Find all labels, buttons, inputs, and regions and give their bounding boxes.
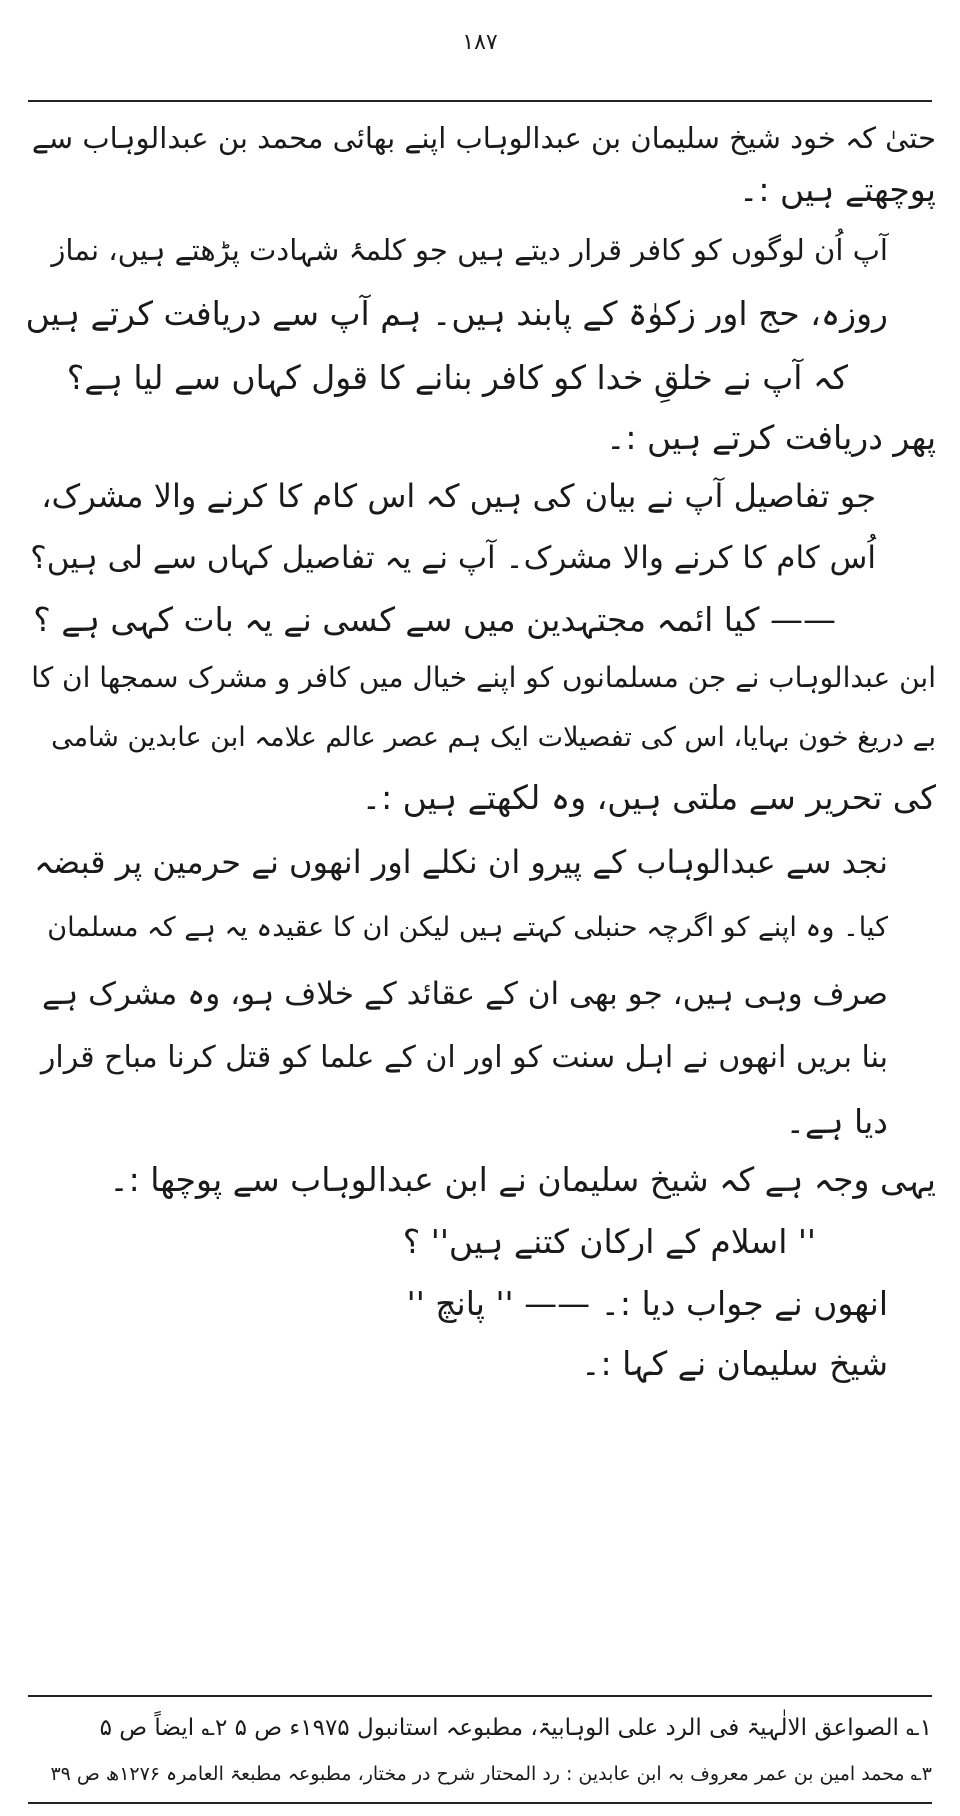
text-line: کی تحریر سے ملتی ہیں، وہ لکھتے ہیں :۔ (361, 778, 936, 817)
quote-line: روزہ، حج اور زکوٰۃ کے پابند ہیں۔ ہم آپ سے دریافت کرتے ہیں (25, 294, 888, 333)
quote-line: نجد سے عبدالوہاب کے پیرو ان نکلے اور انھوں نے حرمین پر قبضہ (34, 843, 888, 881)
text-line: شیخ سلیمان نے کہا :۔ (581, 1344, 888, 1383)
quote-line: کہ آپ نے خلقِ خدا کو کافر بنانے کا قول کہاں سے لیا ہے؟ (66, 358, 848, 397)
text-line: یہی وجہ ہے کہ شیخ سلیمان نے ابن عبدالوہاب سے پوچھا :۔ (109, 1160, 936, 1199)
text-line: ابن عبدالوہاب نے جن مسلمانوں کو اپنے خیال میں کافر و مشرک سمجھا ان کا (31, 661, 936, 694)
quote-line: —— کیا ائمہ مجتہدین میں سے کسی نے یہ بات کہی ہے ؟ (33, 600, 836, 639)
text-line: پھر دریافت کرتے ہیں :۔ (606, 418, 936, 457)
footnote: ۱؎ الصواعق الالٰہیۃ فی الرد علی الوہابیۃ، مطبوعہ استانبول ۱۹۷۵ء ص ۵ ۲؎ ایضاً ص ۵ (99, 1715, 932, 1741)
footnote: ۳؎ محمد امین بن عمر معروف بہ ابن عابدین : رد المحتار شرح در مختار، مطبوعہ مطبعۃ العامرہ ۱۲۷۶ھ ص ۳۹ (50, 1763, 932, 1785)
text-line: پوچھتے ہیں :۔ (739, 170, 936, 209)
footnote-rule (28, 1695, 932, 1697)
footnotes (28, 1708, 932, 1798)
quote-line: کیا۔ وہ اپنے کو اگرچہ حنبلی کہتے ہیں لیکن ان کا عقیدہ یہ ہے کہ مسلمان (47, 912, 888, 943)
text-line: بے دریغ خون بہایا، اس کی تفصیلات ایک ہم عصر عالم علامہ ابن عابدین شامی (51, 722, 936, 753)
header-rule (28, 100, 932, 102)
quote-line: '' اسلام کے ارکان کتنے ہیں'' ؟ (402, 1222, 816, 1261)
page-number: ۱۸۷ (462, 30, 498, 55)
quote-line: بنا بریں انھوں نے اہل سنت کو اور ان کے علما کو قتل کرنا مباح قرار (40, 1040, 888, 1075)
text-line: حتیٰ کہ خود شیخ سلیمان بن عبدالوہاب اپنے بھائی محمد بن عبدالوہاب سے (31, 121, 936, 155)
quote-line: دیا ہے۔ (785, 1102, 888, 1141)
text-line: انھوں نے جواب دیا :۔ —— '' پانچ '' (406, 1284, 888, 1323)
quote-line: جو تفاصیل آپ نے بیان کی ہیں کہ اس کام کا کرنے والا مشرک، (41, 477, 876, 515)
bottom-rule (28, 1802, 932, 1804)
quote-line: اُس کام کا کرنے والا مشرک۔ آپ نے یہ تفاصیل کہاں سے لی ہیں؟ (30, 540, 876, 576)
quote-line: صرف وہی ہیں، جو بھی ان کے عقائد کے خلاف ہو، وہ مشرک ہے (42, 976, 888, 1012)
quote-line: آپ اُن لوگوں کو کافر قرار دیتے ہیں جو کلمۂ شہادت پڑھتے ہیں، نماز (51, 233, 888, 267)
